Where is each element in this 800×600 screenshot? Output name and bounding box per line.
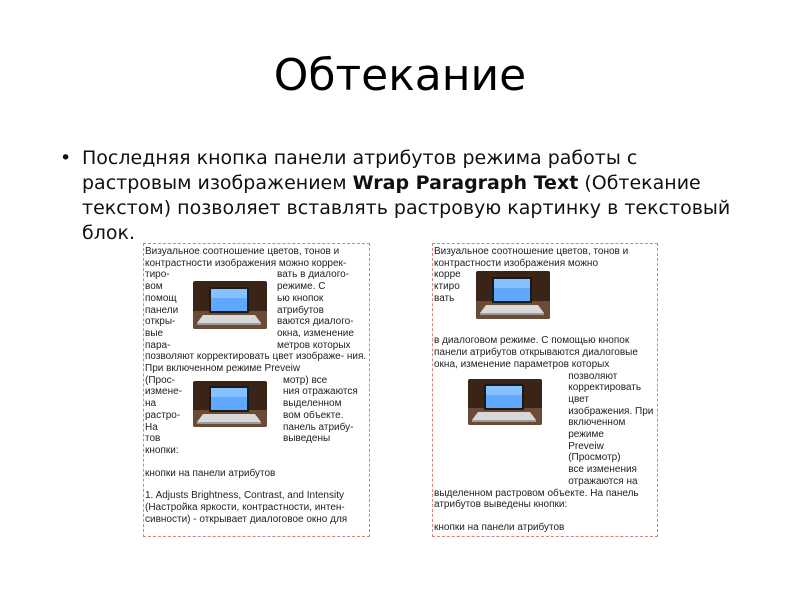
wrap-line: На [145,421,158,433]
wrap-line: атрибутов [277,304,324,316]
bullet-dot: • [60,147,72,169]
left-mid-text: позволяют корректировать цвет изображе- ния. При включенном режиме Preveiw [145,351,367,375]
wrap-line: отражаются на [568,475,638,487]
left-line1: Визуальное соотношение цветов, тонов и контрастности изображения можно коррек- [145,246,347,269]
left-wrap-block-2 [145,375,368,457]
wrap-line: метров которых [277,339,351,351]
left-right-col [277,269,354,351]
left-para2: кнопки на панели атрибутов [145,467,276,479]
right-pic-col [474,269,550,319]
wrap-line: выведены [283,433,331,445]
wrap-line: кнопки: [145,444,179,456]
wrap-line: корре [434,269,461,281]
right-line1: Визуальное соотношение цветов, тонов и контрастности изображения можно [434,246,629,269]
wrap-line: изображения. При [568,405,654,417]
right-pic2-col [434,371,568,488]
bullet-bold-term: Wrap Paragraph Text [352,172,579,194]
right-para1: в диалоговом режиме. С помощью кнопок панели атрибутов открываются диалоговые окна, изменение параметров которых [434,335,638,370]
wrap-line: помощ [145,292,177,304]
wrap-line: (Прос- [145,374,175,386]
left-pic-col [193,269,277,351]
wrap-line: панель атрибу- [283,421,354,433]
wrap-line: ью кнопок [277,292,324,304]
bullet-text-start: Последняя кнопка панели атрибутов режима работы с растровым изображением [82,147,638,194]
wrap-line: на [145,398,157,410]
left-wrap-col [145,269,193,351]
wrap-line: ния отражаются [283,386,358,398]
wrap-line: вые [145,327,164,339]
wrap-line: режиме. С [277,281,326,293]
left-para3: 1. Adjusts Brightness, Contrast, and Intensity (Настройка яркости, контрастности, интен- сивности) - открывает диалоговое окно для [145,490,348,525]
wrap-line: вом [145,281,163,293]
left-wrap2-col [145,375,193,457]
wrap-line: вать в диалого- [277,269,350,281]
wrap-line: откры- [145,316,176,328]
wrap-line: тиро- [145,269,170,281]
wrap-line: тов [145,433,161,445]
wrap-line: измене- [145,386,183,398]
bullet-paragraph [60,146,740,246]
wrap-line: панели [145,304,179,316]
laptop-photo-icon [193,281,267,329]
right-float-text-col [568,371,656,488]
left-wrap2-right-col [283,375,358,457]
wrap-line: ктиро [434,281,460,293]
wrap-line: пара- [145,339,171,351]
laptop-photo-icon [476,271,550,319]
left-pic2-col [193,375,283,457]
wrap-line: Preveiw (Просмотр) [568,440,621,464]
bullet-text-end: (Обтекание текстом) позволяет вставлять растровую картинку в текстовый блок. [82,172,731,244]
wrap-line: ваются диалого- [277,316,354,328]
wrap-line: позволяют [568,370,618,382]
right-float-block [434,371,656,488]
example-left-panel [143,243,370,537]
wrap-line: вом объекте. [283,409,344,421]
wrap-line: корректировать цвет [568,382,642,405]
right-para2: выделенном растровом объекте. На панель атрибутов выведены кнопки: [434,487,639,511]
wrap-line: включенном режиме [568,417,626,441]
wrap-line: все изменения [568,464,637,476]
right-para3: кнопки на панели атрибутов [434,521,565,533]
example-right-panel [432,243,658,537]
bullet-text [82,146,740,246]
wrap-line: мотр) все [283,374,328,386]
right-short-block [434,269,656,319]
right-short-col [434,269,474,319]
laptop-photo-icon [468,379,542,425]
wrap-line: вать [434,292,455,304]
laptop-photo-icon [193,381,267,427]
wrap-line: выделенном [283,398,342,410]
wrap-line: растро- [145,409,181,421]
left-wrap-block [145,269,368,351]
slide-title: Обтекание [273,50,527,101]
wrap-line: окна, изменение [277,327,354,339]
